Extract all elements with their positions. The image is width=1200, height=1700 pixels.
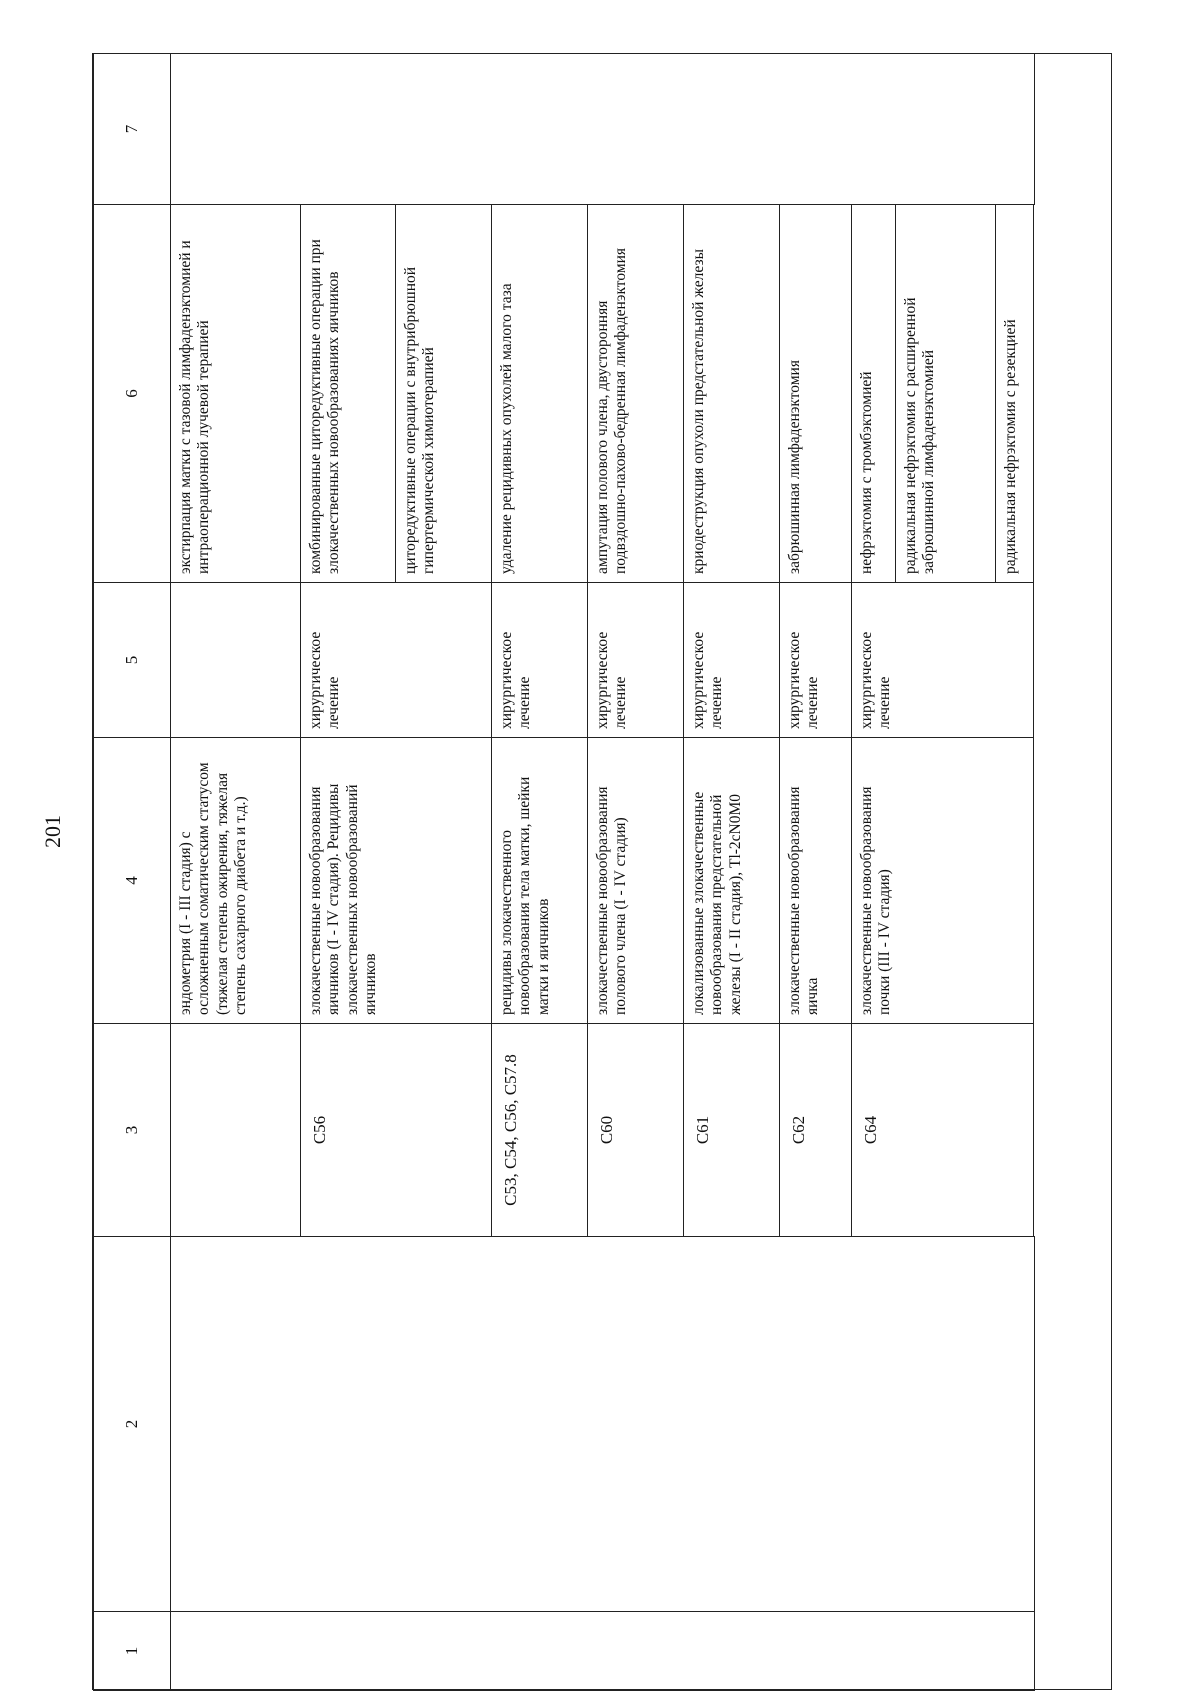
code-cell: C62 bbox=[780, 1024, 852, 1237]
code-cell: C53, C54, C56, C57.8 bbox=[492, 1024, 588, 1237]
treatment-cell: хирургическое лечение bbox=[588, 583, 684, 738]
header-cell-3: 3 bbox=[94, 1024, 171, 1237]
method-cell: циторедуктивные операции с внутрибрюшной гипертермической химиотерапией bbox=[396, 205, 492, 583]
method-cell: радикальная нефрэктомия с расширенной забрюшинной лимфаденэктомией bbox=[896, 205, 996, 583]
method-cell: ампутация полового члена, двусторонняя подвздошно-пахово-бедренная лимфаденэктомия bbox=[588, 205, 684, 583]
diagnosis-cell: эндометрия (I - III стадия) с осложненным соматическим статусом (тяжелая степень ожирения, тяжелая степень сахарного диабета и т.д.) bbox=[171, 738, 301, 1024]
header-cell-7: 7 bbox=[94, 54, 171, 205]
method-cell: удаление рецидивных опухолей малого таза bbox=[492, 205, 588, 583]
header-cell-6: 6 bbox=[94, 205, 171, 583]
method-cell: комбинированные циторедуктивные операции при злокачественных новообразованиях яичников bbox=[301, 205, 396, 583]
treatment-cell bbox=[171, 583, 301, 738]
medical-services-table bbox=[93, 53, 1035, 1691]
header-cell-5: 5 bbox=[94, 583, 171, 738]
table-row bbox=[171, 54, 301, 1691]
method-cell: радикальная нефрэктомия с резекцией bbox=[996, 205, 1034, 583]
rotated-table-container bbox=[93, 54, 1113, 1691]
header-cell-2: 2 bbox=[94, 1237, 171, 1612]
code-cell: C56 bbox=[301, 1024, 492, 1237]
code-cell bbox=[171, 1024, 301, 1237]
col7-cell bbox=[171, 54, 1035, 205]
treatment-cell: хирургическое лечение bbox=[852, 583, 1034, 738]
method-cell: экстирпация матки с тазовой лимфаденэктомией и интраоперационной лучевой терапией bbox=[171, 205, 301, 583]
header-cell-4: 4 bbox=[94, 738, 171, 1024]
diagnosis-cell: злокачественные новообразования полового члена (I - IV стадия) bbox=[588, 738, 684, 1024]
method-cell: криодеструкция опухоли предстательной железы bbox=[684, 205, 780, 583]
treatment-cell: хирургическое лечение bbox=[780, 583, 852, 738]
diagnosis-cell: злокачественные новообразования почки (III - IV стадия) bbox=[852, 738, 1034, 1024]
method-cell: нефрэктомия с тромбэктомией bbox=[852, 205, 896, 583]
diagnosis-cell: злокачественные новообразования яичников (I - IV стадия). Рецидивы злокачественных новообразований яичников bbox=[301, 738, 492, 1024]
code-cell: C60 bbox=[588, 1024, 684, 1237]
diagnosis-cell: рецидивы злокачественного новообразования тела матки, шейки матки и яичников bbox=[492, 738, 588, 1024]
header-cell-1: 1 bbox=[94, 1612, 171, 1691]
diagnosis-cell: злокачественные новообразования яичка bbox=[780, 738, 852, 1024]
method-cell: забрюшинная лимфаденэктомия bbox=[780, 205, 852, 583]
col2-cell bbox=[171, 1237, 1035, 1612]
table-frame bbox=[92, 53, 1112, 1690]
code-cell: C64 bbox=[852, 1024, 1034, 1237]
treatment-cell: хирургическое лечение bbox=[684, 583, 780, 738]
col1-cell bbox=[171, 1612, 1035, 1691]
code-cell: C61 bbox=[684, 1024, 780, 1237]
page-number: 201 bbox=[40, 815, 65, 848]
treatment-cell: хирургическое лечение bbox=[492, 583, 588, 738]
treatment-cell: хирургическое лечение bbox=[301, 583, 492, 738]
header-row bbox=[94, 54, 171, 1691]
diagnosis-cell: локализованные злокачественные новообразования предстательной железы (I - II стадия), Tl-2cN0M0 bbox=[684, 738, 780, 1024]
